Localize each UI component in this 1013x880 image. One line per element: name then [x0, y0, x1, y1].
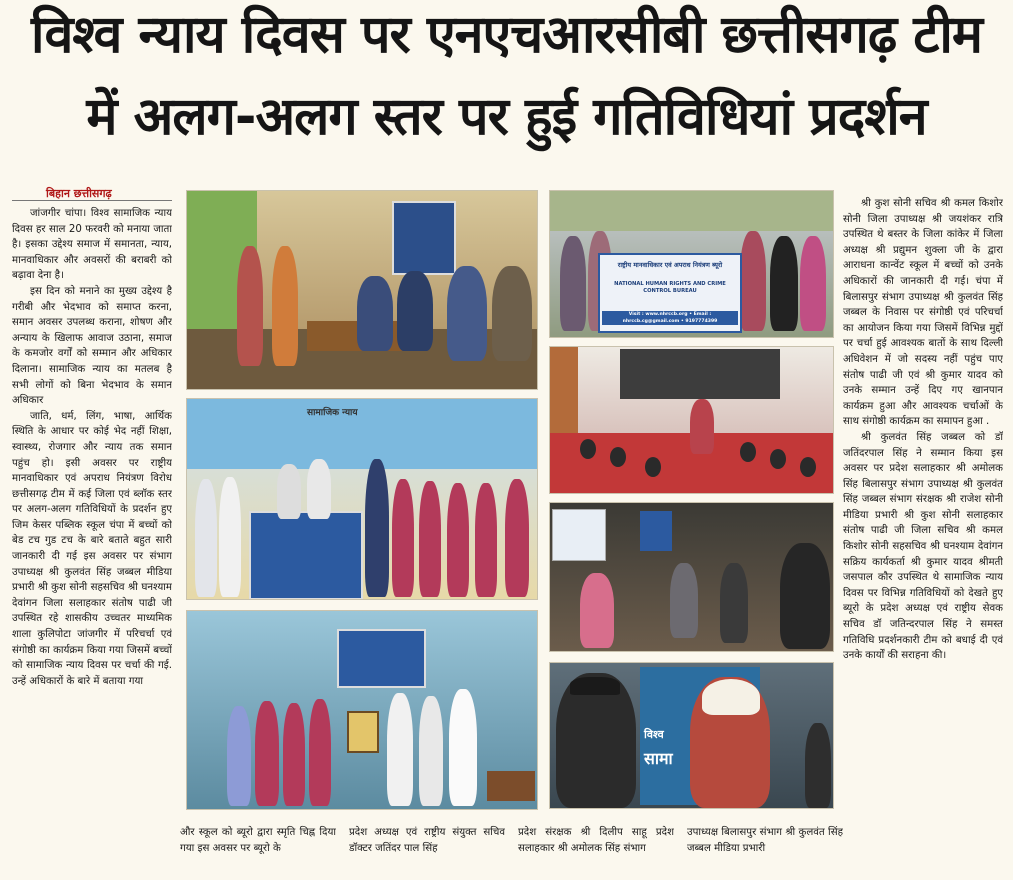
photo-students-portrait [186, 610, 538, 810]
byline-divider [12, 200, 172, 201]
headline-line-1: विश्व न्याय दिवस पर एनएचआरसीबी छत्तीसगढ़ टीम [30, 5, 982, 65]
ngo-banner [598, 253, 742, 333]
article-paragraph: जाति, धर्म, लिंग, भाषा, आर्थिक स्थिति के आधार पर कोई भेद नहीं शिक्षा, स्वास्थ्य, रोजगार और न्याय तक समान पहुंच हो। इसी अवसर पर राष्ट्रीय मानवाधिकार एवं अपराध नियंत्रण विरोध छत्तीसगढ़ टीम में कई जिला एवं ब्लॉक स्तर पर अलग-अलग गतिविधियों के प्रदर्शन हुए जिम केसर पब्लिक स्कूल चंपा में बच्चों को बेड टच गुड टच के बारे बताते बहुत सारी जानकारी दी गई इस अवसर पर संभाग उपाध्यक्ष श्री कुलवंत सिंह जब्बल मीडिया प्रभारी श्री कुश सोनी सहसचिव श्री घनश्याम देवांगन जिला सलाहकार संतोष पाढी जी उपस्थित रहे शासकीय उच्चतर माध्यमिक शाला कुलिपोटा जांजगीर में परिचर्चा एवं संगोष्ठी का कार्यक्रम किया गया जिसमें बच्चों को सामाजिक न्याय दिवस पर चर्चा की गई. उन्हें अधिकारों के बारे में बताया गया [12, 410, 172, 687]
article-paragraph: इस दिन को मनाने का मुख्य उद्देश्य है गरीबी और भेदभाव को समाप्त करना, समान अवसर उपलब्ध कराना, शोषण और अन्याय के खिलाफ आवाज उठाना, समाज के कमजोर वर्गों को सम्मान और अधिकार दिलाना। सामाजिक न्याय का मतलब है सभी लोगों को बिना भेदभाव के समान अधिकार [12, 285, 172, 407]
article-left-column [12, 206, 172, 862]
photo-two-men-selfie [549, 662, 834, 809]
banner-contact: Visit : www.nhrccb.org • Email : nhrccb.cg@gmail.com • 9197774399 [602, 311, 738, 325]
photo-classroom-children [549, 346, 834, 494]
article-right-column [843, 196, 1003, 872]
article-paragraph: जांजगीर चांपा। विश्व सामाजिक न्याय दिवस हर साल 20 फरवरी को मनाया जाता है। इसका उद्देश्य समाज में समानता, न्याय, मानवाधिकार और अवसरों की बराबरी को बढ़ावा देना है। [12, 208, 172, 282]
caption-text: उपाध्यक्ष बिलासपुर संभाग श्री कुलवंत सिंह जब्बल मीडिया प्रभारी [687, 827, 843, 854]
photo-ngo-banner-group [549, 190, 834, 338]
byline: बिहान छत्तीसगढ़ [46, 187, 112, 200]
photo-students-banner [186, 398, 538, 600]
photo-evening-gathering [549, 502, 834, 652]
banner-title-hindi: राष्ट्रीय मानवाधिकार एवं अपराध नियंत्रण ब्यूरो [617, 261, 723, 269]
wall-sign: सामाजिक न्याय [307, 408, 358, 418]
caption-text: प्रदेश संरक्षक श्री दिलीप साहू प्रदेश सलाहकार श्री अमोलक सिंह संभाग [518, 827, 674, 854]
banner-title-english: NATIONAL HUMAN RIGHTS AND CRIME CONTROL BUREAU [614, 281, 726, 294]
article-paragraph: श्री कुश सोनी सचिव श्री कमल किशोर सोनी जिला उपाध्यक्ष श्री जयशंकर रात्रि उपस्थित थे बस्तर के जिला कांकेर में जिला अध्यक्ष श्री प्रद्युमन शुक्ला जी के द्वारा आराधना कान्वेंट स्कूल में बच्चों को उनके अधिकारों की जानकारी दी गई। चंपा में बिलासपुर संभाग उपाध्यक्ष श्री कुलवंत सिंह जब्बल के निवास पर संगोष्ठी एवं परिचर्चा का आयोजन किया गया जिसमें विभिन्न मुद्दों पर चर्चा हुई आवश्यक बातों के साथ दिल्ली अधिवेशन में जो सदस्य नहीं पहुंच पाए संतोष पाढी जी एवं श्री कुमार यादव को उनके सम्मान उन्हें दिए गए खानपान कार्यक्रम हुआ और आवश्यक चर्चाओं के साथ संगोष्ठी कार्यक्रम का समापन हुआ . [843, 198, 1003, 428]
caption-text: प्रदेश अध्यक्ष एवं राष्ट्रीय संयुक्त सचिव डॉक्टर जतिंदर पाल सिंह [349, 827, 505, 854]
banner-vishva: विश्व [644, 728, 664, 741]
article-paragraph: श्री कुलवंत सिंह जब्बल को डॉ जतिंदरपाल सिंह ने सम्मान किया इस अवसर पर प्रदेश सलाहकार श्री अमोलक सिंह बिलासपुर संभाग उपाध्यक्ष श्री कुलवंत सिंह जब्बल संभाग संरक्षक श्री राजेश सोनी मीडिया प्रभारी श्री कुश सोनी सलाहकार संतोष पाढी जी जिला सचिव श्री कमल किशोर सोनी सहसचिव श्री घनश्याम देवांगन सक्रिय कार्यकर्ता श्री कुमार यादव श्रीमती जसपाल कौर उपस्थित थे सामाजिक न्याय दिवस पर विभिन्न गतिविधियों को देखते हुए ब्यूरो के प्रदेश अध्यक्ष एवं राष्ट्रीय सेवक सचिव डॉ जतिन्दरपाल सिंह ने समस्त गतिविधि प्रदर्शनकारी टीम को बधाई दी एवं उनके कार्यों की सराहना की। [843, 431, 1003, 662]
banner-samaji: सामा [644, 749, 673, 768]
caption-text: और स्कूल को ब्यूरो द्वारा स्मृति चिह्न दिया गया इस अवसर पर ब्यूरो के [180, 827, 336, 854]
headline-line-2: में अलग-अलग स्तर पर हुई गतिविधियां प्रदर्शन [86, 87, 927, 147]
photo-school-meeting [186, 190, 538, 390]
